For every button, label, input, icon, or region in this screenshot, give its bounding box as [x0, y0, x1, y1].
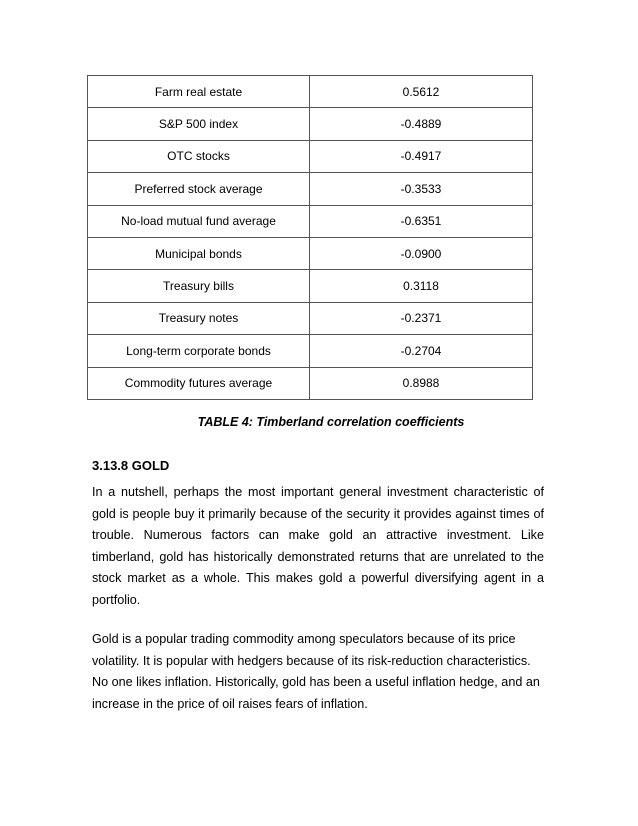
coefficient-cell: 0.5612	[310, 76, 533, 108]
table-row	[88, 270, 533, 302]
asset-cell: Municipal bonds	[88, 237, 310, 269]
coefficient-cell: 0.8988	[310, 367, 533, 399]
coefficient-cell: -0.2371	[310, 302, 533, 334]
table-row	[88, 237, 533, 269]
asset-cell: S&P 500 index	[88, 108, 310, 140]
asset-cell: Commodity futures average	[88, 367, 310, 399]
paragraph-gold-trading: Gold is a popular trading commodity among speculators because of its price volatility. It is popular with hedgers because of its risk-reduction characteristics. No one likes inflation. Historically, gold has been a useful inflation hedge, and an increase in the price of oil raises fears of inflation.	[92, 632, 540, 711]
coefficient-cell: -0.4917	[310, 140, 533, 172]
table-row	[88, 302, 533, 334]
table-row	[88, 335, 533, 367]
table-row	[88, 205, 533, 237]
table-row	[88, 140, 533, 172]
section-heading: 3.13.8 GOLD	[92, 458, 170, 473]
coefficient-cell: -0.6351	[310, 205, 533, 237]
table-row	[88, 173, 533, 205]
asset-cell: No-load mutual fund average	[88, 205, 310, 237]
table-row	[88, 367, 533, 399]
paragraph-gold-overview: In a nutshell, perhaps the most important general investment characteristic of gold is people buy it primarily because of the security it provides against times of trouble. Numerous factors can make gold an attractive investment. Like timberland, gold has historically demonstrated returns that are unrelated to the stock market as a whole. This makes gold a powerful diversifying agent in a portfolio.	[92, 485, 544, 607]
coefficient-cell: -0.2704	[310, 335, 533, 367]
coefficient-cell: 0.3118	[310, 270, 533, 302]
asset-cell: Preferred stock average	[88, 173, 310, 205]
asset-cell: Long-term corporate bonds	[88, 335, 310, 367]
coefficient-cell: -0.0900	[310, 237, 533, 269]
table-row	[88, 76, 533, 108]
table-caption: TABLE 4: Timberland correlation coefficients	[197, 415, 465, 429]
asset-cell: OTC stocks	[88, 140, 310, 172]
asset-cell: Farm real estate	[88, 76, 310, 108]
coefficient-cell: -0.4889	[310, 108, 533, 140]
coefficient-cell: -0.3533	[310, 173, 533, 205]
asset-cell: Treasury bills	[88, 270, 310, 302]
table-row	[88, 108, 533, 140]
asset-cell: Treasury notes	[88, 302, 310, 334]
correlation-table	[87, 75, 533, 400]
